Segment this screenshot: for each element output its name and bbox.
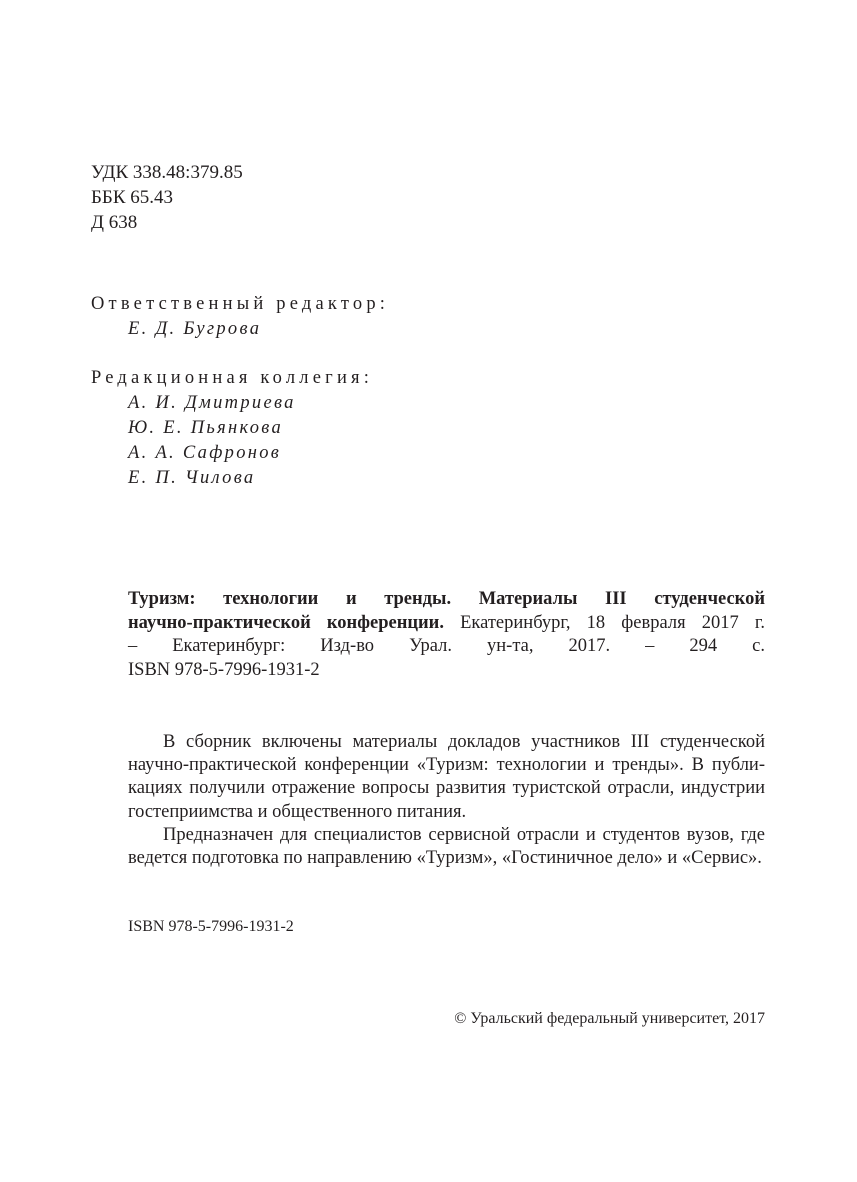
biblio-conference-line [128,612,765,636]
biblio-conference-place-date: Екатеринбург, 18 февраля 2017 г. [460,612,765,633]
editorial-board-label: Редакционная коллегия: [91,368,374,388]
annotation-line: ведется подготовка по направлению «Туризм», «Гостиничное дело» и «Сервис». [128,848,762,869]
biblio-publisher-line: – Екатеринбург: Изд-во Урал. ун-та, 2017. – 294 с. [128,636,765,657]
copyright-notice: © Уральский федеральный университет, 2017 [454,1010,765,1027]
responsible-editor-name: Е. Д. Бугрова [128,319,262,339]
annotation-line: Предназначен для специалистов сервисной отрасли и студентов вузов, где [163,824,765,845]
board-member: А. И. Дмитриева [128,393,296,413]
editors-section [91,292,389,491]
biblio-isbn: ISBN 978-5-7996-1931-2 [128,659,320,680]
biblio-conference-title: научно-практической конференции. [128,612,444,633]
board-member: А. А. Сафронов [128,443,282,463]
responsible-editor-label: Ответственный редактор: [91,294,390,314]
annotation-line: гостеприимства и общественного питания. [128,801,467,822]
bbk-code: ББК 65.43 [91,187,173,208]
annotation [128,731,765,870]
biblio-title-line: Туризм: технологии и тренды. Материалы III студенческой [128,589,765,609]
board-member: Ю. Е. Пьянкова [128,418,284,438]
bibliographic-record [128,588,765,682]
udk-code: УДК 338.48:379.85 [91,162,243,183]
isbn: ISBN 978-5-7996-1931-2 [128,918,294,935]
annotation-line: В сборник включены материалы докладов участников III студенческой [163,732,765,752]
annotation-line: научно-практической конференции «Туризм: технологии и тренды». В публи- [128,755,765,776]
annotation-line: кациях получили отражение вопросы развития туристской отрасли, индустрии [128,778,765,799]
classification-codes [91,160,243,235]
board-member: Е. П. Чилова [128,468,256,488]
author-sign: Д 638 [91,212,138,233]
